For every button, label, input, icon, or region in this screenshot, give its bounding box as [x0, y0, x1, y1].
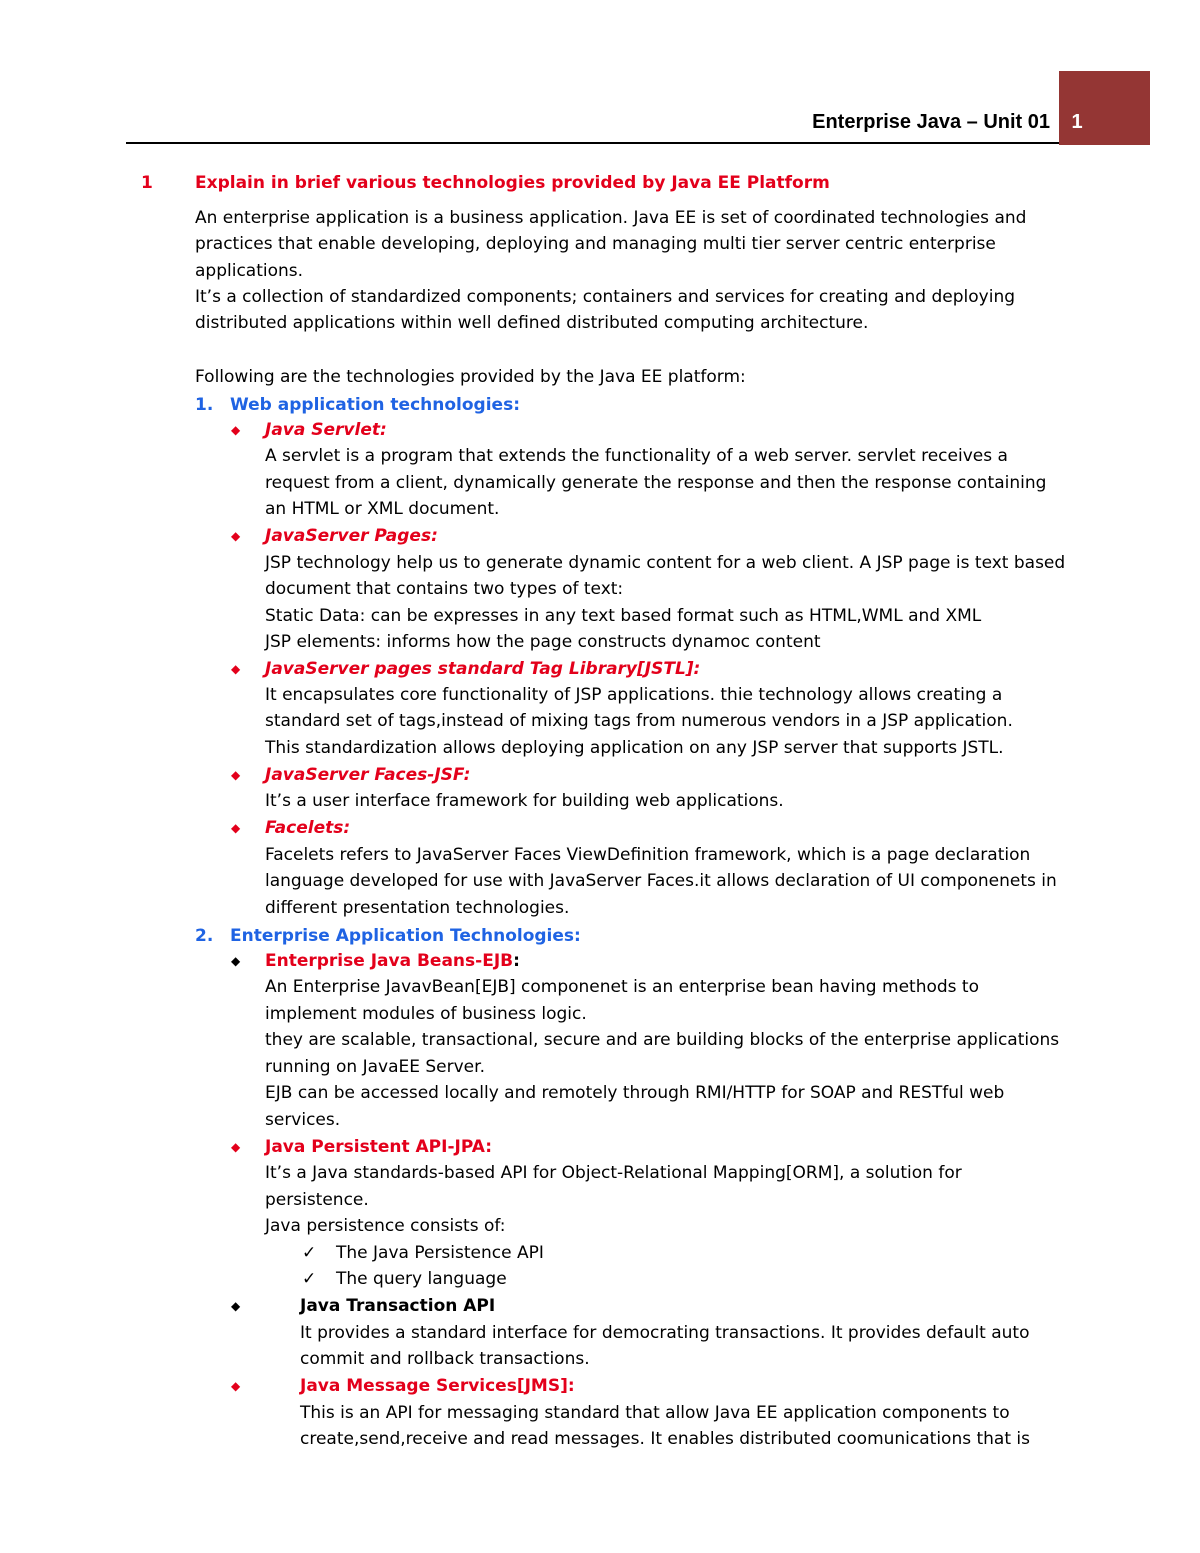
item-body-line: persistence. — [265, 1190, 369, 1210]
intro-line: An enterprise application is a business application. Java EE is set of coordinated technologies and — [195, 208, 1027, 228]
item-body-line: commit and rollback transactions. — [300, 1349, 590, 1369]
diamond-bullet-icon: ◆ — [231, 954, 241, 968]
item-title: Enterprise Java Beans-EJB: — [265, 951, 520, 971]
intro-line: practices that enable developing, deploying and managing multi tier server centric enterprise — [195, 234, 996, 254]
item-body-line: an HTML or XML document. — [265, 499, 500, 519]
item-body-line: An Enterprise JavavBean[EJB] componenet is an enterprise bean having methods to — [265, 977, 979, 997]
checkmark-icon: ✓ — [302, 1243, 317, 1263]
page-number: 1 — [1071, 111, 1083, 133]
item-body-line: Facelets refers to JavaServer Faces ViewDefinition framework, which is a page declaration — [265, 845, 1031, 865]
item-body-line: It encapsulates core functionality of JSP applications. thie technology allows creating a — [265, 685, 1003, 705]
item-title: JavaServer pages standard Tag Library[JSTL]: — [265, 659, 701, 679]
diamond-bullet-icon: ◆ — [231, 821, 241, 835]
item-body-line: JSP technology help us to generate dynamic content for a web client. A JSP page is text based — [265, 553, 1066, 573]
item-body-line: language developed for use with JavaServer Faces.it allows declaration of UI componenets in — [265, 871, 1057, 891]
header-title: Enterprise Java – Unit 01 — [812, 111, 1050, 133]
question-title: Explain in brief various technologies provided by Java EE Platform — [195, 173, 830, 193]
diamond-bullet-icon: ◆ — [231, 1379, 241, 1393]
item-body-line: different presentation technologies. — [265, 898, 570, 918]
item-body-line: It’s a Java standards-based API for Object-Relational Mapping[ORM], a solution for — [265, 1163, 962, 1183]
section-title: Web application technologies: — [230, 395, 520, 415]
item-body-line: create,send,receive and read messages. It enables distributed coomunications that is — [300, 1429, 1030, 1449]
item-body-line: This standardization allows deploying application on any JSP server that supports JSTL. — [265, 738, 1004, 758]
header-rule — [126, 142, 1059, 144]
item-body-line: running on JavaEE Server. — [265, 1057, 485, 1077]
item-title: Facelets: — [265, 818, 351, 838]
diamond-bullet-icon: ◆ — [231, 1140, 241, 1154]
item-title: JavaServer Faces-JSF: — [265, 765, 471, 785]
item-body-line: document that contains two types of text: — [265, 579, 624, 599]
diamond-bullet-icon: ◆ — [231, 1299, 241, 1313]
section-number: 2. — [195, 926, 214, 946]
item-body-line: This is an API for messaging standard that allow Java EE application components to — [300, 1403, 1010, 1423]
item-body-line: request from a client, dynamically generate the response and then the response containing — [265, 473, 1047, 493]
section-number: 1. — [195, 395, 214, 415]
item-body-line: It provides a standard interface for democrating transactions. It provides default auto — [300, 1323, 1030, 1343]
checklist-item: The query language — [336, 1269, 507, 1289]
diamond-bullet-icon: ◆ — [231, 662, 241, 676]
diamond-bullet-icon: ◆ — [231, 423, 241, 437]
intro-line: It’s a collection of standardized components; containers and services for creating and deploying — [195, 287, 1016, 307]
item-title: Java Transaction API — [300, 1296, 496, 1316]
item-title: Java Message Services[JMS]: — [300, 1376, 575, 1396]
question-number: 1 — [141, 173, 153, 193]
diamond-bullet-icon: ◆ — [231, 768, 241, 782]
intro-line: applications. — [195, 261, 304, 281]
item-body-line: implement modules of business logic. — [265, 1004, 587, 1024]
item-body-line: services. — [265, 1110, 341, 1130]
item-body-line: EJB can be accessed locally and remotely through RMI/HTTP for SOAP and RESTful web — [265, 1083, 1005, 1103]
item-title: Java Servlet: — [265, 420, 387, 440]
item-body-line: Java persistence consists of: — [265, 1216, 506, 1236]
intro-line: Following are the technologies provided by the Java EE platform: — [195, 367, 746, 387]
checklist-item: The Java Persistence API — [336, 1243, 544, 1263]
item-body-line: It’s a user interface framework for building web applications. — [265, 791, 784, 811]
section-title: Enterprise Application Technologies: — [230, 926, 581, 946]
item-body-line: A servlet is a program that extends the functionality of a web server. servlet receives a — [265, 446, 1008, 466]
item-title: Java Persistent API-JPA: — [265, 1137, 493, 1157]
item-body-line: they are scalable, transactional, secure and are building blocks of the enterprise applications — [265, 1030, 1060, 1050]
item-title: JavaServer Pages: — [265, 526, 438, 546]
item-body-line: Static Data: can be expresses in any text based format such as HTML,WML and XML — [265, 606, 982, 626]
diamond-bullet-icon: ◆ — [231, 529, 241, 543]
checkmark-icon: ✓ — [302, 1269, 317, 1289]
intro-line: distributed applications within well defined distributed computing architecture. — [195, 313, 869, 333]
item-body-line: JSP elements: informs how the page constructs dynamoc content — [265, 632, 821, 652]
item-body-line: standard set of tags,instead of mixing tags from numerous vendors in a JSP application. — [265, 711, 1013, 731]
